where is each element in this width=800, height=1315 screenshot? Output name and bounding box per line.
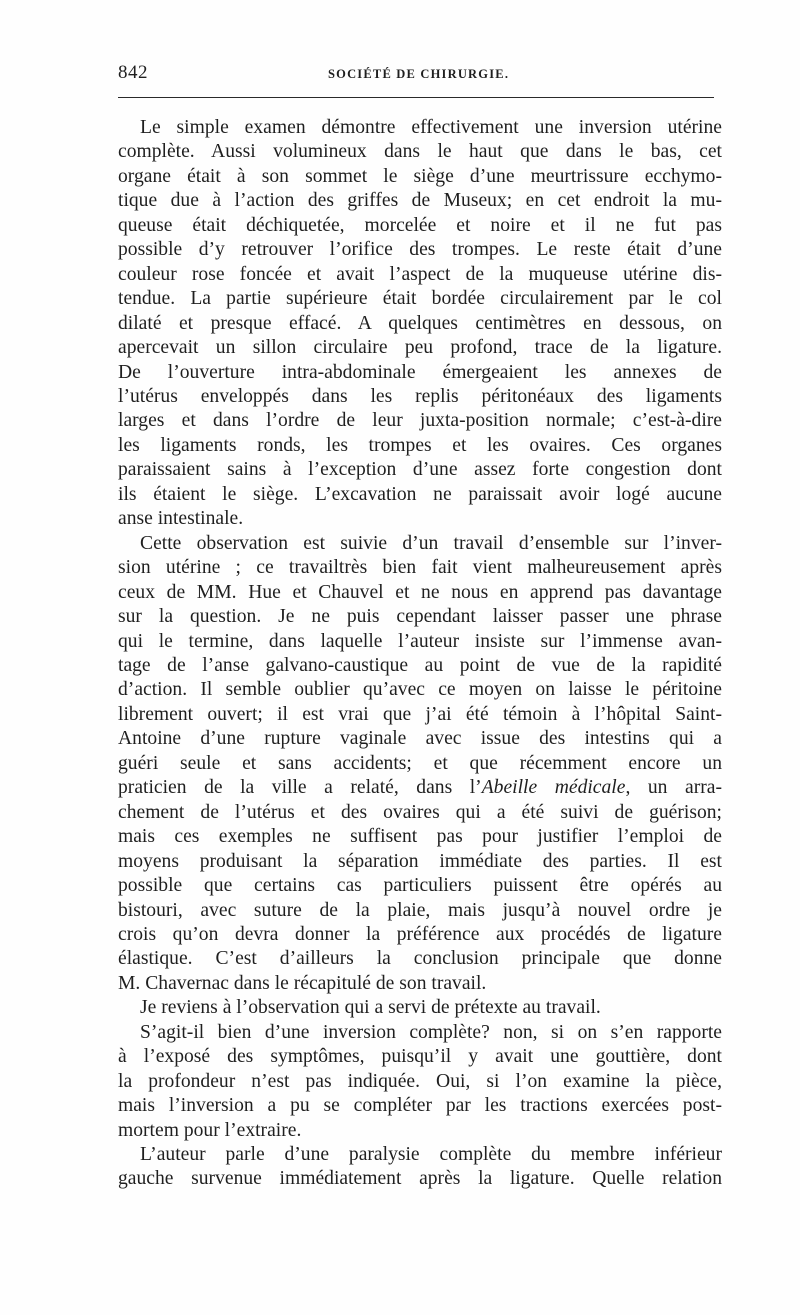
text-line: complète. Aussi volumineux dans le haut que dans le bas, cet (118, 141, 722, 163)
text-line: tendue. La partie supérieure était bordée circulairement par le col (118, 288, 722, 310)
text-fragment: , un arra- (625, 777, 722, 799)
paragraph-1 (118, 116, 722, 532)
paragraph-3 (118, 996, 722, 1020)
text-line: organe était à son sommet le siège d’une meurtrissure ecchymo- (118, 165, 722, 187)
text-line: tique due à l’action des griffes de Museux; en cet endroit la mu- (118, 190, 722, 212)
text-line: possible que certains cas particuliers puissent être opérés au (118, 875, 722, 897)
text-line: gauche survenue immédiatement après la ligature. Quelle relation (118, 1168, 722, 1190)
text-line: queuse était déchiquetée, morcelée et noire et il ne fut pas (118, 214, 722, 236)
text-line: chement de l’utérus et des ovaires qui a été suivi de guérison; (118, 801, 722, 823)
text-line: tage de l’anse galvano-caustique au point de vue de la rapidité (118, 654, 722, 676)
text-line: mais l’inversion a pu se compléter par les tractions exercées post- (118, 1095, 722, 1117)
text-line: paraissaient sains à l’exception d’une assez forte congestion dont (118, 459, 722, 481)
text-line: élastique. C’est d’ailleurs la conclusion principale que donne (118, 948, 722, 970)
text-line: mortem pour l’extraire. (118, 1119, 302, 1141)
text-line: S’agit-il bien d’une inversion complète? non, si on s’en rapporte (140, 1021, 722, 1043)
text-line: la profondeur n’est pas indiquée. Oui, si l’on examine la pièce, (118, 1070, 722, 1092)
text-line: dilaté et presque effacé. A quelques centimètres en dessous, on (118, 312, 722, 334)
text-line: possible d’y retrouver l’orifice des trompes. Le reste était d’une (118, 239, 722, 261)
text-line: Je reviens à l’observation qui a servi de prétexte au travail. (140, 997, 601, 1019)
paragraph-2 (118, 532, 722, 997)
text-line: librement ouvert; il est vrai que j’ai été témoin à l’hôpital Saint- (118, 703, 722, 725)
text-line: ceux de MM. Hue et Chauvel et ne nous en apprend pas davantage (118, 581, 722, 603)
text-line: De l’ouverture intra-abdominale émergeaient les annexes de (118, 361, 722, 383)
text-line: M. Chavernac dans le récapitulé de son travail. (118, 972, 487, 994)
paragraph-5 (118, 1143, 722, 1192)
text-line: larges et dans l’ordre de leur juxta-position normale; c’est-à-dire (118, 410, 722, 432)
header-rule (118, 97, 714, 98)
text-line: sion utérine ; ce travailtrès bien fait vient malheureusement après (118, 557, 722, 579)
page-number: 842 (118, 62, 148, 83)
text-line: apercevait un sillon circulaire peu profond, trace de la ligature. (118, 337, 722, 359)
text-line: bistouri, avec suture de la plaie, mais jusqu’à nouvel ordre je (118, 899, 722, 921)
running-title: SOCIÉTÉ DE CHIRURGIE. (328, 67, 510, 81)
text-line: d’action. Il semble oublier qu’avec ce moyen on laisse le péritoine (118, 679, 722, 701)
text-line: Le simple examen démontre effectivement une inversion utérine (140, 117, 722, 138)
text-line: les ligaments ronds, les trompes et les ovaires. Ces organes (118, 434, 722, 456)
text-line: moyens produisant la séparation immédiate des parties. Il est (118, 850, 722, 872)
text-line: Antoine d’une rupture vaginale avec issue des intestins qui a (118, 728, 722, 750)
text-line: crois qu’on devra donner la préférence aux procédés de ligature (118, 923, 722, 945)
text-line: L’auteur parle d’une paralysie complète du membre inférieur (140, 1144, 722, 1166)
body-text (118, 116, 722, 1192)
text-line: l’utérus enveloppés dans les replis péritonéaux des ligaments (118, 385, 722, 407)
running-head (118, 62, 714, 96)
text-line: Cette observation est suivie d’un travail d’ensemble sur l’inver- (140, 532, 722, 554)
text-fragment: praticien de la ville a relaté, dans l’ (118, 777, 482, 799)
text-line: couleur rose foncée et avait l’aspect de la muqueuse utérine dis- (118, 263, 722, 285)
journal-title: Abeille médicale (481, 777, 626, 799)
text-line: sur la question. Je ne puis cependant laisser passer une phrase (118, 606, 722, 628)
text-line: mais ces exemples ne suffisent pas pour justifier l’emploi de (118, 826, 722, 848)
text-line: qui le termine, dans laquelle l’auteur insiste sur l’immense avan- (118, 630, 722, 652)
text-line: à l’exposé des symptômes, puisqu’il y avait une gouttière, dont (118, 1046, 722, 1068)
text-line: ils étaient le siège. L’excavation ne paraissait avoir logé aucune (118, 483, 722, 505)
text-line: guéri seule et sans accidents; et que récemment encore un (118, 752, 722, 774)
text-line: anse intestinale. (118, 508, 244, 530)
text-line-with-italic (118, 776, 722, 800)
paragraph-4 (118, 1021, 722, 1143)
